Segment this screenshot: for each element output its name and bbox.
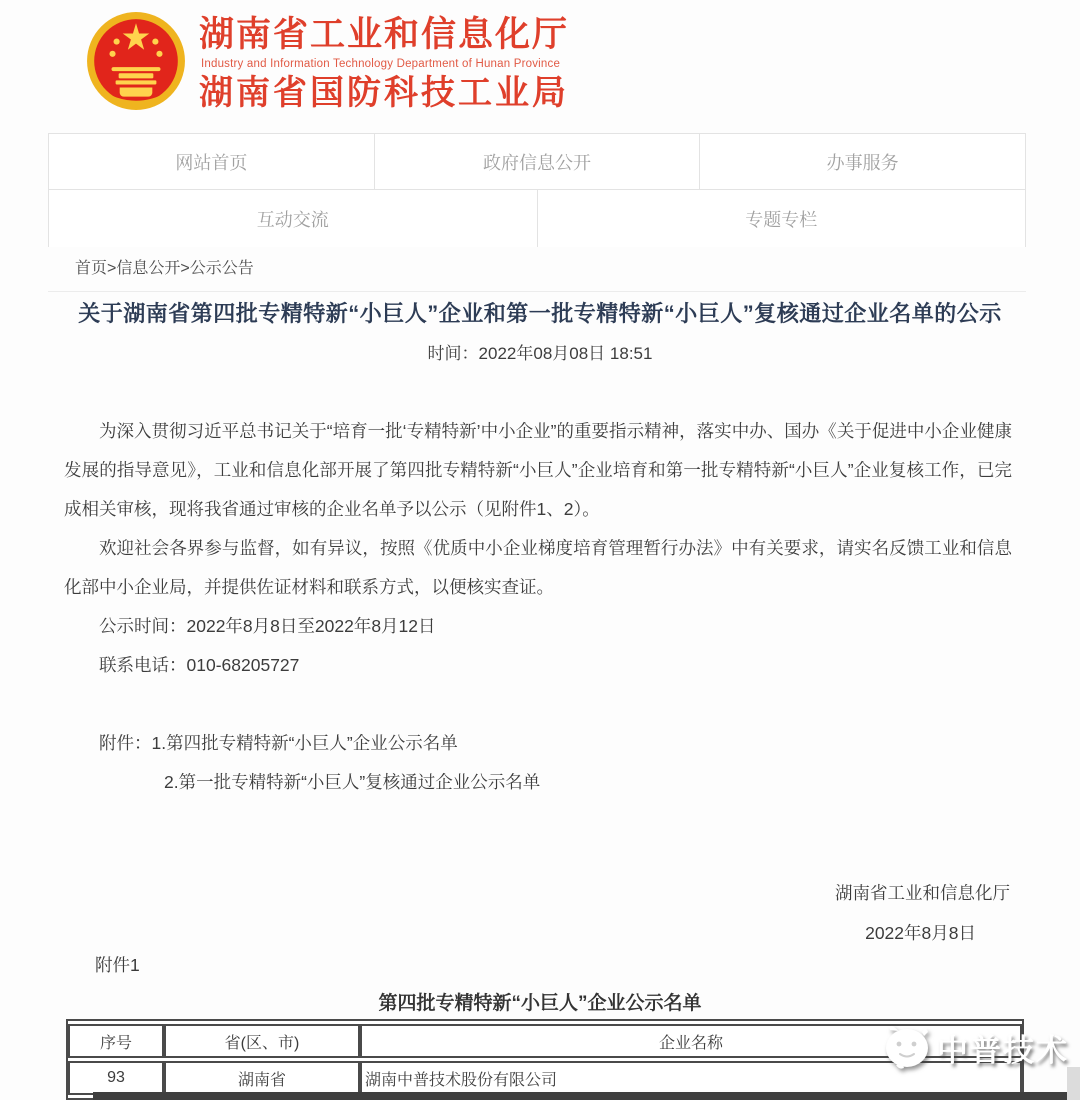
table-title: 第四批专精特新“小巨人”企业公示名单 — [378, 993, 702, 1014]
org-name-line2: 湖南省国防科技工业局 — [199, 73, 569, 112]
nav-item-interaction[interactable]: 互动交流 — [48, 189, 538, 248]
china-national-emblem-icon — [85, 10, 187, 114]
col-header-index: 序号 — [68, 1024, 164, 1058]
paragraph-1: 为深入贯彻习近平总书记关于“培育一批‘专精特新’中小企业”的重要指示精神，落实中办、国办《关于促进中小企业健康发展的指导意见》，工业和信息化部开展了第四批专精特新“小巨人”企业培育和第一批专精特新“小巨人”企业复核工作，已完成相关审核，现将我省通过审核的企业名单予以公示（见附件1、2）。 — [64, 421, 1012, 519]
org-name-english: Industry and Information Technology Department of Hunan Province — [201, 57, 561, 70]
paragraph-2: 欢迎社会各界参与监督，如有异议，按照《优质中小企业梯度培育管理暂行办法》中有关要求，请实名反馈工业和信息化部中小企业局，并提供佐证材料和联系方式，以便核实查证。 — [64, 538, 1012, 597]
nav-item-gov-info[interactable]: 政府信息公开 — [374, 133, 701, 190]
cell-index: 93 — [68, 1061, 164, 1095]
watermark — [882, 1024, 1069, 1070]
attachment-link-1[interactable]: 附件：1.第四批专精特新“小巨人”企业公示名单 — [99, 733, 458, 753]
publish-time: 时间：2022年08月08日 18:51 — [427, 344, 653, 363]
col-header-company: 企业名称 — [360, 1024, 1022, 1058]
zhongpu-logo-icon — [882, 1024, 932, 1070]
signature-date: 2022年8月8日 — [865, 923, 976, 943]
signature-block — [64, 873, 1012, 953]
cell-company: 湖南中普技术股份有限公司 — [360, 1061, 1022, 1095]
main-nav — [48, 133, 1026, 248]
blank-line — [64, 685, 1012, 724]
org-name-line1: 湖南省工业和信息化厅 — [199, 14, 570, 54]
attachment1-label: 附件1 — [95, 955, 140, 975]
org-titles — [199, 13, 569, 112]
table-header-row — [68, 1024, 1022, 1058]
page-title: 关于湖南省第四批专精特新“小巨人”企业和第一批专精特新“小巨人”复核通过企业名单的公示 — [78, 301, 1002, 326]
nav-item-services[interactable]: 办事服务 — [699, 133, 1026, 190]
nav-item-special-topics[interactable]: 专题专栏 — [537, 189, 1027, 248]
cell-province: 湖南省 — [164, 1061, 360, 1095]
site-header — [85, 10, 569, 114]
watermark-text: 中普技术 — [937, 1032, 1069, 1068]
breadcrumb[interactable]: 首页>信息公开>公示公告 — [48, 247, 1026, 292]
contact-phone: 联系电话：010-68205727 — [99, 655, 300, 675]
nav-item-home[interactable]: 网站首页 — [48, 133, 375, 190]
table-row — [68, 1061, 1022, 1095]
article-body — [64, 412, 1012, 802]
table-bottom-bar — [93, 1092, 1080, 1100]
attachment-link-2[interactable]: 2.第一批专精特新“小巨人”复核通过企业公示名单 — [164, 772, 541, 792]
scrollbar-thumb[interactable] — [1067, 1067, 1080, 1100]
enterprise-table — [66, 1019, 1024, 1100]
signature-org: 湖南省工业和信息化厅 — [835, 883, 1010, 903]
nav-row-1 — [48, 133, 1026, 190]
col-header-province: 省(区、市) — [164, 1024, 360, 1058]
publicity-period: 公示时间：2022年8月8日至2022年8月12日 — [99, 616, 436, 636]
nav-row-2 — [48, 189, 1026, 248]
